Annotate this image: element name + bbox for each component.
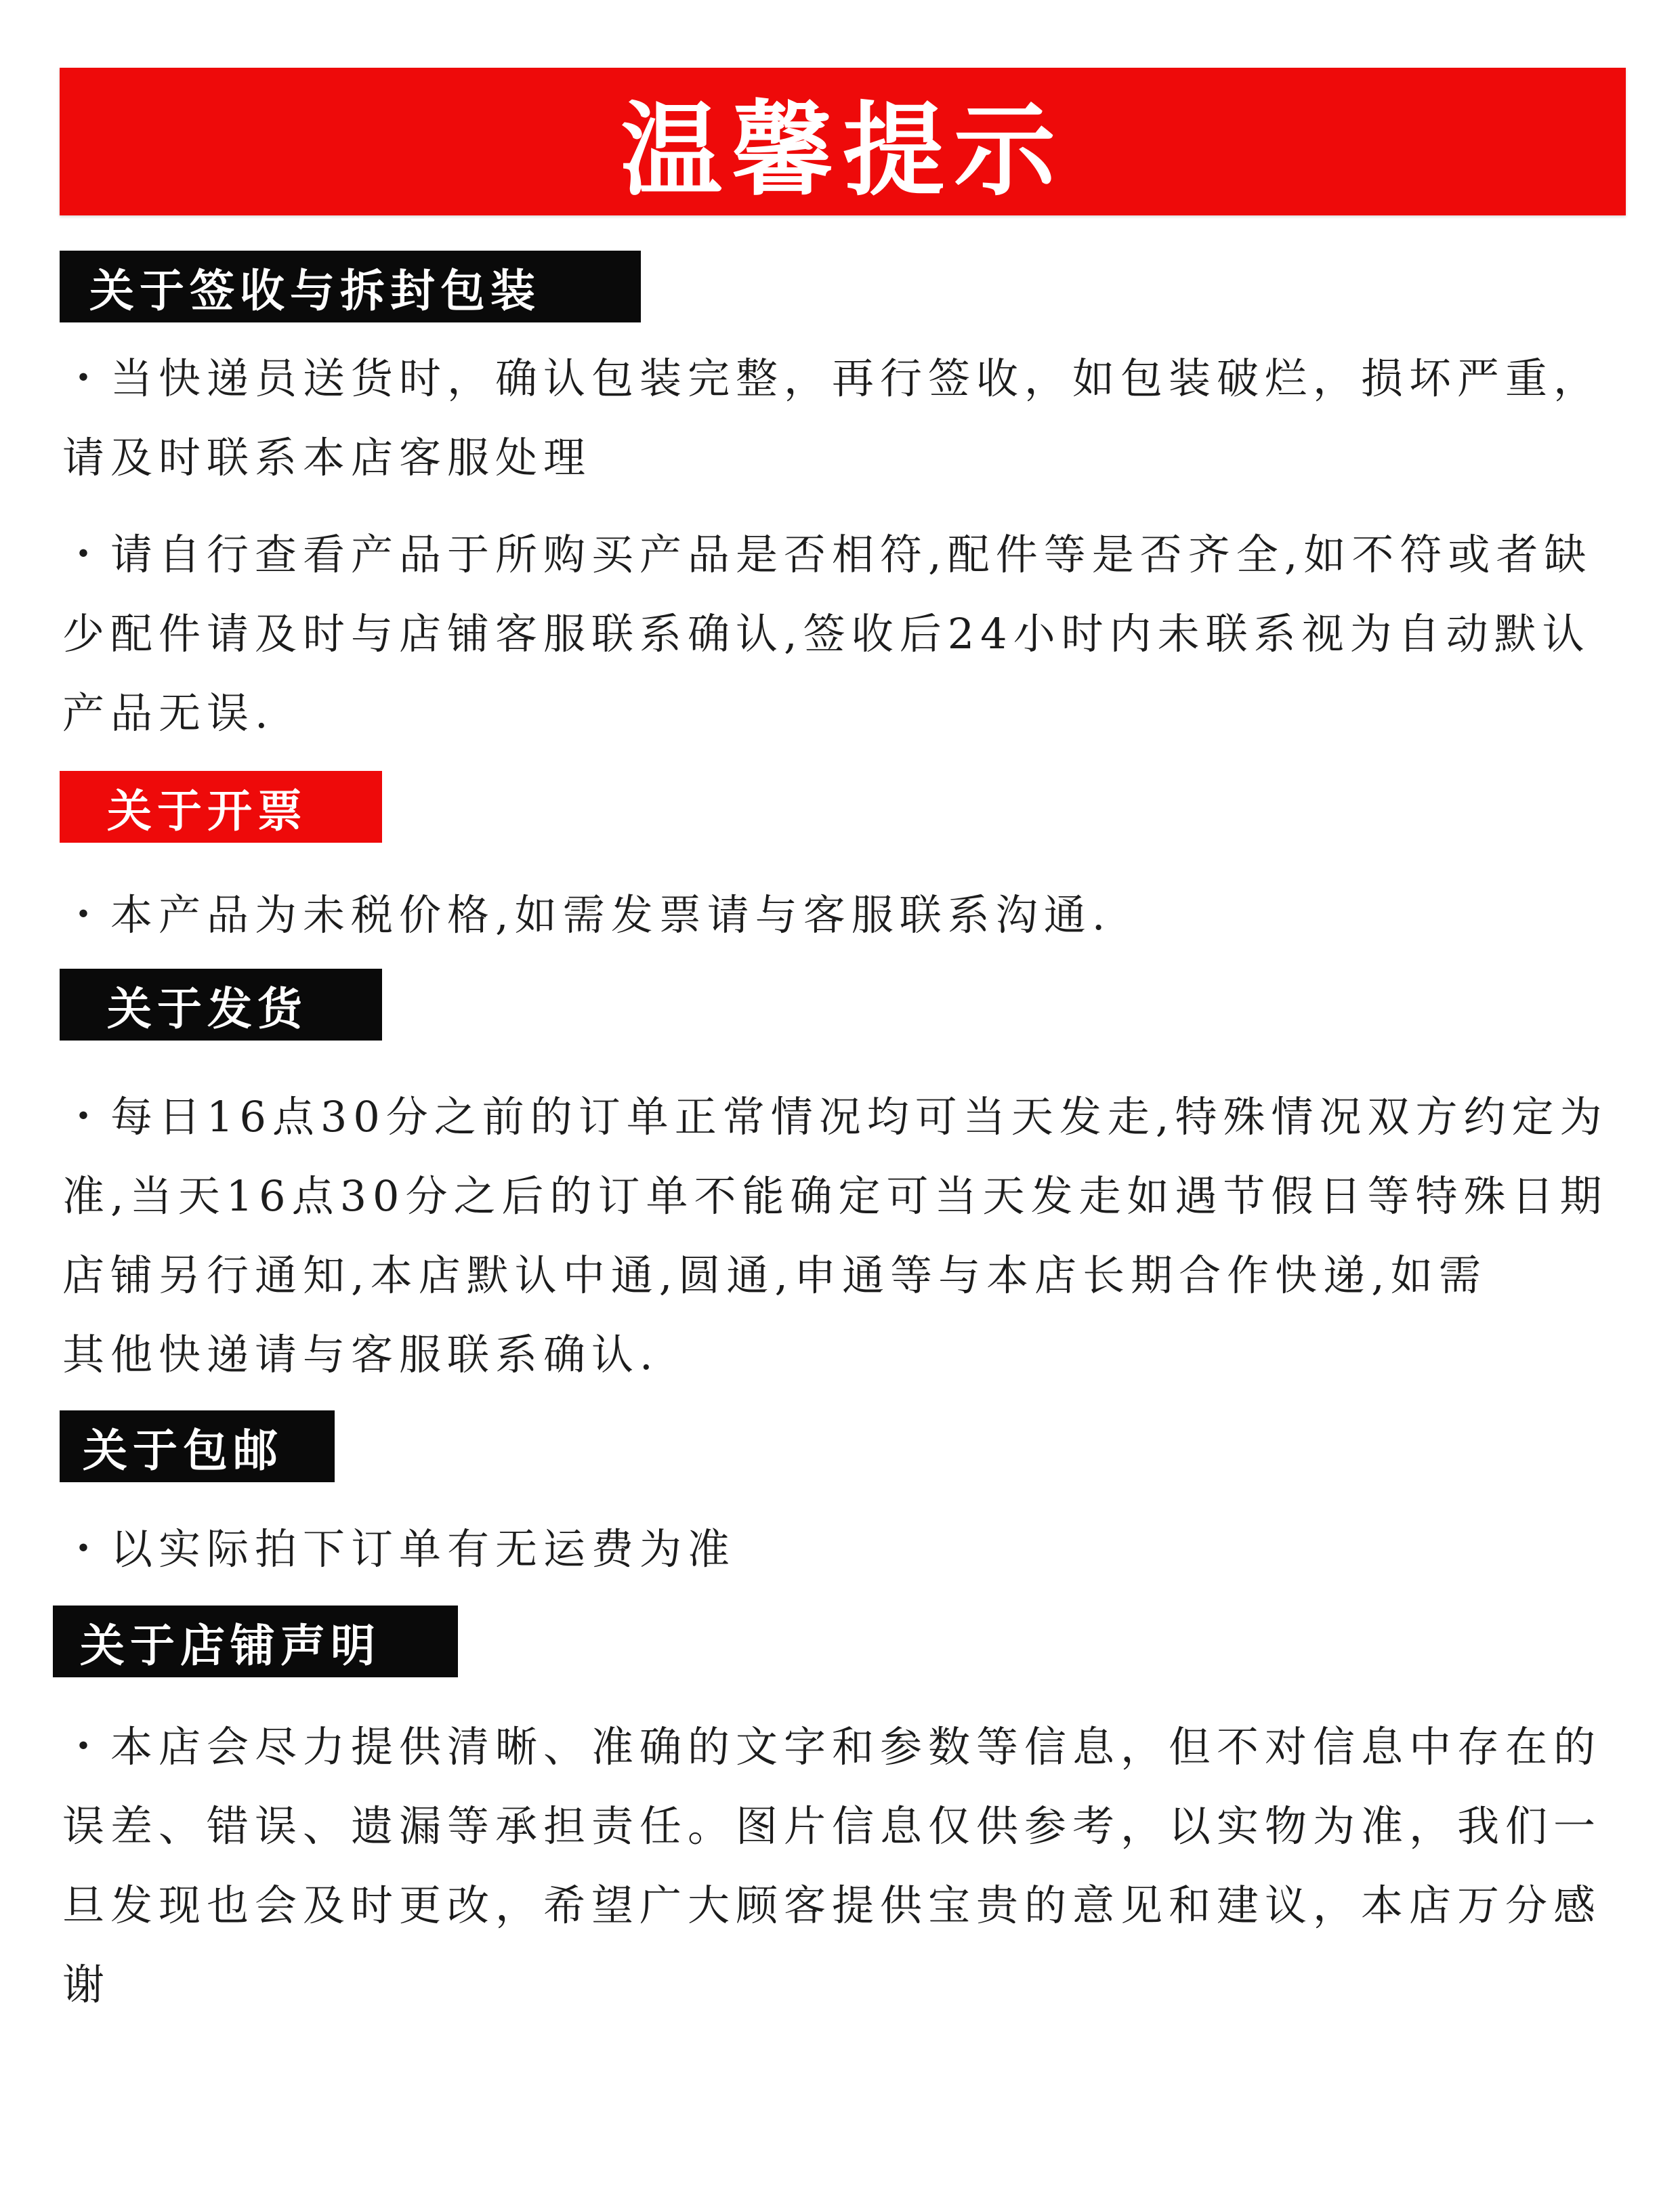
section-label-shipping	[60, 969, 382, 1041]
section-label-text: 关于包邮	[83, 1424, 283, 1477]
text-line: ・当快递员送货时，确认包装完整，再行签收，如包装破烂，损坏严重，	[62, 354, 1602, 403]
text-line: ・本店会尽力提供清晰、准确的文字和参数等信息，但不对信息中存在的	[62, 1722, 1602, 1771]
text-line: 店铺另行通知,本店默认中通,圆通,申通等与本店长期合作快递,如需	[62, 1251, 1487, 1300]
section-label-text: 关于发货	[107, 982, 308, 1035]
text-line: ・请自行查看产品于所购买产品是否相符,配件等是否齐全,如不符或者缺	[62, 530, 1593, 579]
paragraph-free-shipping	[62, 1509, 1634, 1589]
section-label-text: 关于店铺声明	[80, 1619, 381, 1672]
section-label-receipt	[60, 251, 641, 322]
paragraph-receipt-1	[62, 339, 1634, 497]
text-line: 谢	[62, 1960, 111, 2009]
section-label-text: 关于签收与拆封包装	[89, 264, 541, 317]
section-label-store-statement	[53, 1606, 458, 1677]
banner-title: 温馨提示	[620, 92, 1065, 210]
paragraph-shipping	[62, 1077, 1634, 1394]
text-line: ・以实际拍下订单有无运费为准	[62, 1524, 736, 1574]
section-label-free-shipping	[60, 1410, 335, 1482]
section-label-invoice	[60, 771, 382, 843]
text-line: 其他快递请与客服联系确认.	[62, 1330, 659, 1379]
text-line: ・每日16点30分之前的订单正常情况均可当天发走,特殊情况双方约定为	[62, 1092, 1608, 1141]
text-line: 请及时联系本店客服处理	[62, 433, 592, 482]
text-line: ・本产品为未税价格,如需发票请与客服联系沟通.	[62, 890, 1112, 940]
header-banner	[60, 68, 1626, 215]
paragraph-invoice	[62, 875, 1634, 954]
paragraph-receipt-2	[62, 515, 1634, 753]
text-line: 少配件请及时与店铺客服联系确认,签收后24小时内未联系视为自动默认	[62, 609, 1591, 658]
section-label-text: 关于开票	[107, 784, 308, 837]
text-line: 产品无误.	[62, 688, 274, 738]
text-line: 旦发现也会及时更改，希望广大顾客提供宝贵的意见和建议，本店万分感	[62, 1881, 1602, 1930]
paragraph-store-statement	[62, 1707, 1634, 2024]
text-line: 误差、错误、遗漏等承担责任。图片信息仅供参考，以实物为准，我们一	[62, 1801, 1602, 1851]
text-line: 准,当天16点30分之后的订单不能确定可当天发走如遇节假日等特殊日期	[62, 1171, 1608, 1221]
